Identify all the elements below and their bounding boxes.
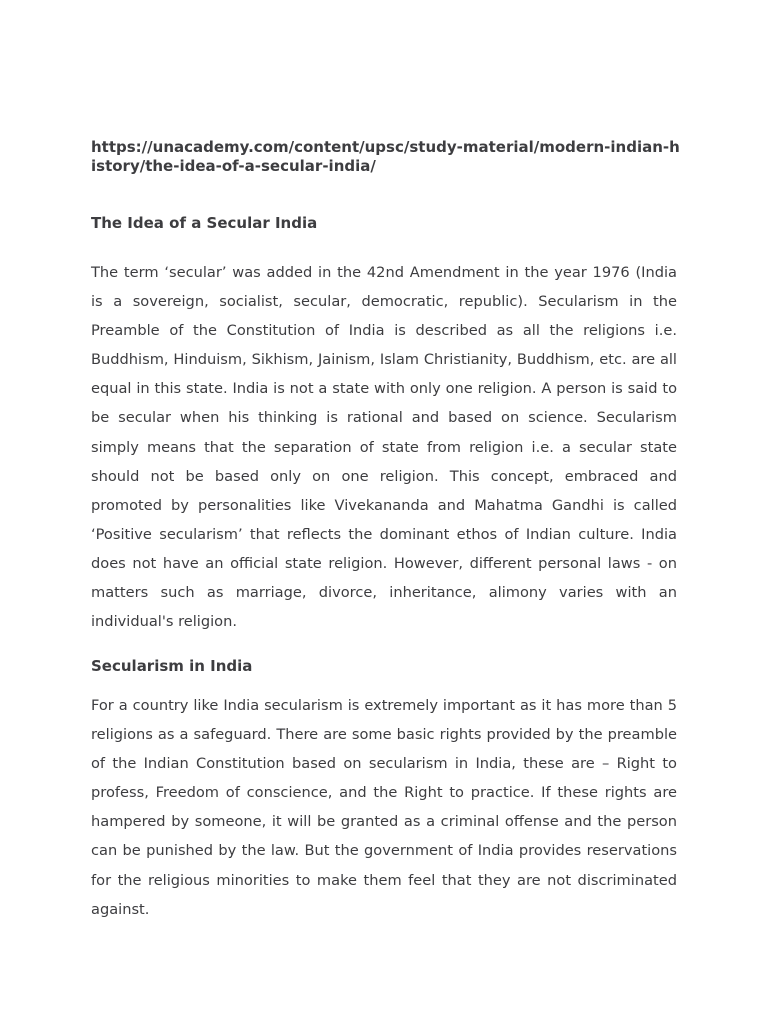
source-url: https://unacademy.com/content/upsc/study-material/modern-indian-history/the-idea-of-a-secular-india/: [91, 138, 680, 175]
document-title: The Idea of a Secular India: [91, 214, 318, 232]
intro-paragraph: The term ‘secular’ was added in the 42nd Amendment in the year 1976 (India is a sovereign, socialist, secular, democratic, republic). Secularism in the Preamble of the Constitution of India is described as all the religions i.e. Buddhism, Hinduism, Sikhism, Jainism, Islam Christianity, Buddhism, etc. are all equal in this state. India is not a state with only one religion. A person is said to be secular when his thinking is rational and based on science. Secularism simply means that the separation of state from religion i.e. a secular state should not be based only on one religion. This concept, embraced and promoted by personalities like Vivekananda and Mahatma Gandhi is called ‘Positive secularism’ that reflects the dominant ethos of Indian culture. India does not have an official state religion. However, different personal laws - on matters such as marriage, divorce, inheritance, alimony varies with an individual's religion.: [91, 264, 677, 631]
secularism-paragraph: For a country like India secularism is extremely important as it has more than 5 religions as a safeguard. There are some basic rights provided by the preamble of the Indian Constitution based on secularism in India, these are – Right to profess, Freedom of conscience, and the Right to practice. If these rights are hampered by someone, it will be granted as a criminal offense and the person can be punished by the law. But the government of India provides reservations for the religious minorities to make them feel that they are not discriminated against.: [91, 697, 677, 918]
section-heading-secularism-in-india: Secularism in India: [91, 657, 253, 675]
